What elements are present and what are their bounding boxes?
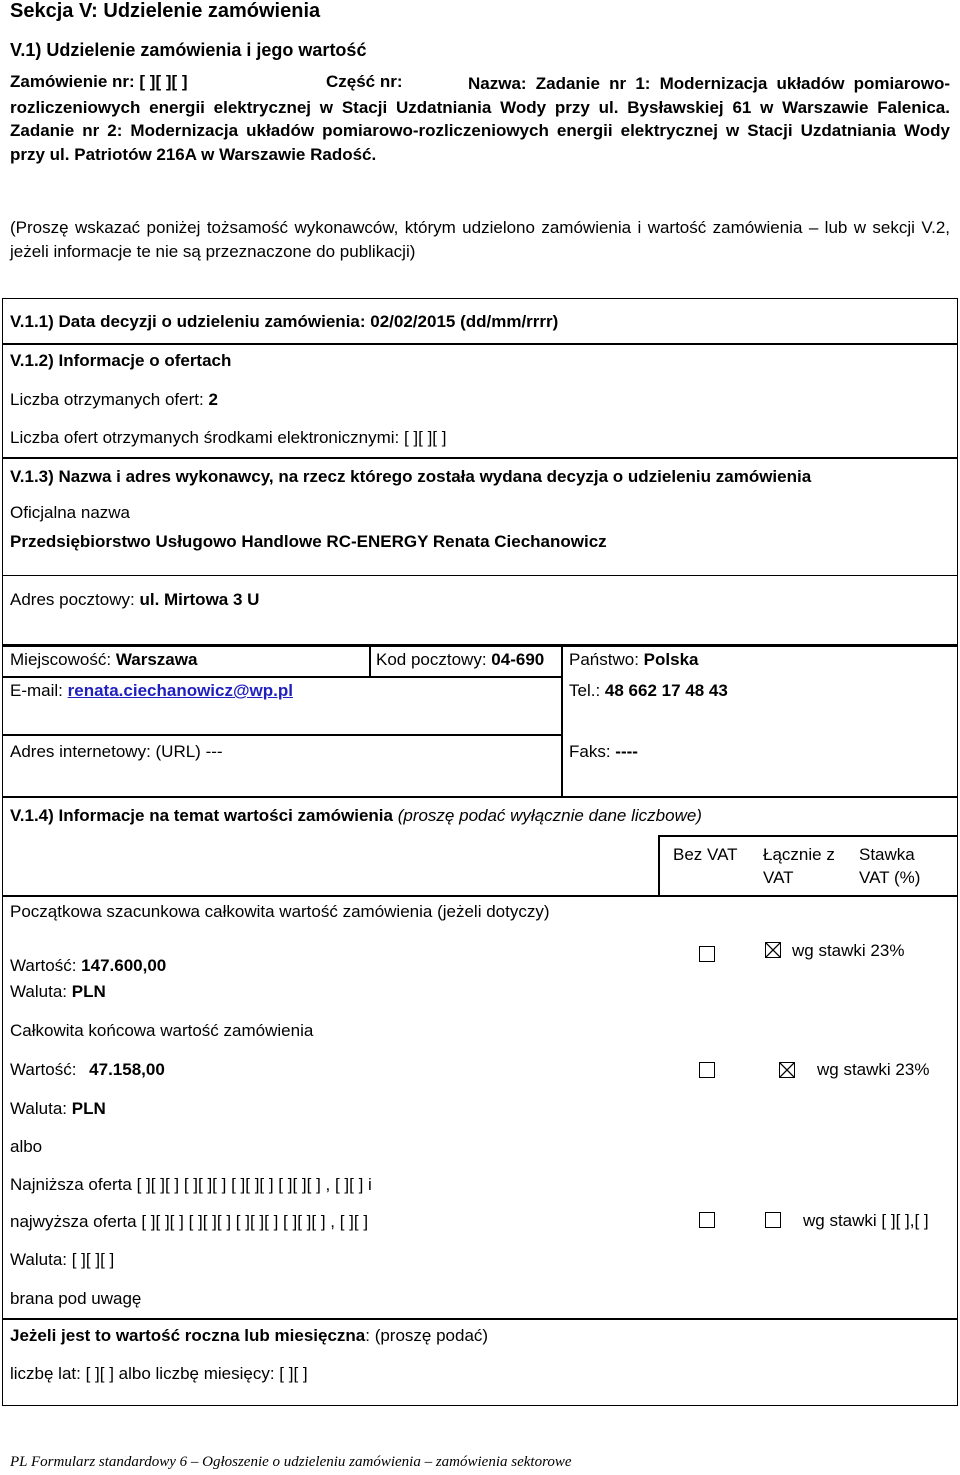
- initial-currency: [10, 982, 106, 1002]
- country-value: Polska: [643, 650, 699, 669]
- initial-net-checkbox[interactable]: [699, 946, 715, 962]
- contractor-title: V.1.3) Nazwa i adres wykonawcy, na rzecz którego została wydana decyzja o udzieleniu zamówienia: [10, 467, 812, 486]
- initial-value-caption: Wartość:: [10, 956, 77, 975]
- city-label: Miejscowość:: [10, 650, 112, 669]
- initial-rate: wg stawki 23%: [792, 941, 905, 960]
- email-link[interactable]: renata.ciechanowicz@wp.pl: [67, 681, 293, 700]
- annual-value: [10, 1326, 488, 1346]
- electronic-offers: Liczba ofert otrzymanych środkami elektronicznymi: [ ][ ][ ]: [10, 428, 447, 447]
- postal-code: [376, 650, 544, 670]
- order-number-label: Zamówienie nr: [ ][ ][ ]: [10, 72, 188, 91]
- divider: [561, 645, 563, 797]
- postal-code-value: 04-690: [491, 650, 545, 669]
- initial-currency-label: Waluta:: [10, 982, 68, 1001]
- divider: [658, 835, 660, 895]
- final-currency-label: Waluta:: [10, 1099, 68, 1118]
- column-gross-line1: Łącznie z: [763, 845, 835, 864]
- postal-address: [10, 590, 259, 610]
- footer-text: PL Formularz standardowy 6 – Ogłoszenie o udzieleniu zamówienia – zamówienia sektorowe: [10, 1454, 572, 1470]
- divider: [2, 734, 562, 736]
- city: [10, 650, 197, 670]
- fax: [569, 742, 638, 762]
- range-net-checkbox[interactable]: [699, 1212, 715, 1228]
- final-currency: [10, 1099, 106, 1119]
- email-label: E-mail:: [10, 681, 63, 700]
- final-value-caption: Wartość:: [10, 1060, 77, 1079]
- initial-currency-value: PLN: [71, 982, 106, 1001]
- initial-value: [10, 956, 166, 976]
- range-gross-checkbox[interactable]: [765, 1212, 781, 1228]
- order-name-text: Nazwa: Zadanie nr 1: Modernizacja układów pomiarowo-rozliczeniowych energii elektrycznej w Stacji Uzdatniania Wody przy ul. Bysławskiej 61 w Warszawie Falenica. Zadanie nr 2: Modernizacja układów pomiarowo-rozliczeniowych energii elektrycznej w Stacji Uzdatniania Wody przy ul. Patriotów 216A w Warszawie Radość.: [10, 74, 950, 164]
- instruction-text: (Proszę wskazać poniżej tożsamość wykonawców, którym udzielono zamówienia i wartość zamówienia – lub w sekcji V.2, jeżeli informacje te nie są przeznaczone do publikacji): [10, 218, 950, 261]
- years-months-label: liczbę lat: [ ][ ] albo liczbę miesięcy: [ ][ ]: [10, 1364, 308, 1383]
- final-currency-value: PLN: [71, 1099, 106, 1118]
- divider: [2, 1318, 958, 1320]
- final-value-amount: 47.158,00: [89, 1060, 165, 1079]
- divider: [2, 343, 958, 345]
- offers-count-value: 2: [208, 390, 218, 409]
- phone: [569, 681, 728, 701]
- fax-label: Faks:: [569, 742, 611, 761]
- lowest-offer-label: Najniższa oferta [ ][ ][ ] [ ][ ][ ] [ ][ ][ ] [ ][ ][ ] , [ ][ ] i: [10, 1175, 372, 1194]
- address-box: [2, 575, 958, 645]
- divider: [369, 645, 371, 677]
- initial-value-amount: 147.600,00: [81, 956, 167, 975]
- offers-title: V.1.2) Informacje o ofertach: [10, 351, 232, 370]
- fax-value: ----: [615, 742, 638, 761]
- country-label: Państwo:: [569, 650, 639, 669]
- final-gross-checkbox[interactable]: [779, 1062, 795, 1078]
- annual-value-note: : (proszę podać): [365, 1326, 489, 1345]
- final-rate: wg stawki 23%: [817, 1060, 930, 1079]
- city-value: Warszawa: [115, 650, 198, 669]
- phone-value: 48 662 17 48 43: [604, 681, 728, 700]
- official-name-label: Oficjalna nazwa: [10, 503, 131, 522]
- final-value-label: Całkowita końcowa wartość zamówienia: [10, 1021, 314, 1040]
- official-name-value: Przedsiębiorstwo Usługowo Handlowe RC-ENERGY Renata Ciechanowicz: [10, 532, 607, 551]
- phone-label: Tel.:: [569, 681, 601, 700]
- value-title-note: (proszę podać wyłącznie dane liczbowe): [397, 806, 702, 825]
- column-gross-line2: VAT: [763, 868, 794, 887]
- divider: [2, 796, 958, 798]
- column-rate-line1: Stawka: [859, 845, 915, 864]
- column-net: Bez VAT: [673, 845, 738, 864]
- website-label: Adres internetowy: (URL) ---: [10, 742, 223, 761]
- initial-value-label: Początkowa szacunkowa całkowita wartość zamówienia (jeżeli dotyczy): [10, 902, 550, 921]
- value-title: [10, 806, 702, 826]
- value-title-text: V.1.4) Informacje na temat wartości zamówienia: [10, 806, 393, 825]
- section-title: Sekcja V: Udzielenie zamówienia: [10, 0, 321, 22]
- decision-date-value: 02/02/2015 (dd/mm/rrrr): [370, 312, 559, 331]
- range-currency: Waluta: [ ][ ][ ]: [10, 1250, 115, 1269]
- annual-value-label: Jeżeli jest to wartość roczna lub miesięczna: [10, 1326, 366, 1345]
- decision-date-label: V.1.1) Data decyzji o udzieleniu zamówienia:: [10, 312, 366, 331]
- final-value: [10, 1060, 165, 1080]
- divider: [658, 835, 958, 837]
- range-rate: wg stawki [ ][ ],[ ]: [803, 1211, 929, 1230]
- country: [569, 650, 698, 670]
- offers-count: [10, 390, 218, 410]
- decision-date: [10, 312, 558, 332]
- divider: [2, 676, 562, 678]
- part-number-label: Część nr:: [326, 72, 403, 91]
- divider: [2, 645, 958, 647]
- initial-gross-checkbox[interactable]: [765, 942, 781, 958]
- postal-code-label: Kod pocztowy:: [376, 650, 487, 669]
- column-rate-line2: VAT (%): [859, 868, 921, 887]
- divider: [2, 457, 958, 459]
- postal-address-value: ul. Mirtowa 3 U: [139, 590, 260, 609]
- subsection-title: V.1) Udzielenie zamówienia i jego wartość: [10, 40, 367, 60]
- email: [10, 681, 293, 701]
- postal-address-label: Adres pocztowy:: [10, 590, 135, 609]
- offers-count-label: Liczba otrzymanych ofert:: [10, 390, 204, 409]
- final-net-checkbox[interactable]: [699, 1062, 715, 1078]
- highest-offer-label: najwyższa oferta [ ][ ][ ] [ ][ ][ ] [ ][ ][ ] [ ][ ][ ] , [ ][ ]: [10, 1212, 369, 1231]
- considered-label: brana pod uwagę: [10, 1289, 142, 1308]
- or-label: albo: [10, 1137, 43, 1156]
- divider: [2, 895, 958, 897]
